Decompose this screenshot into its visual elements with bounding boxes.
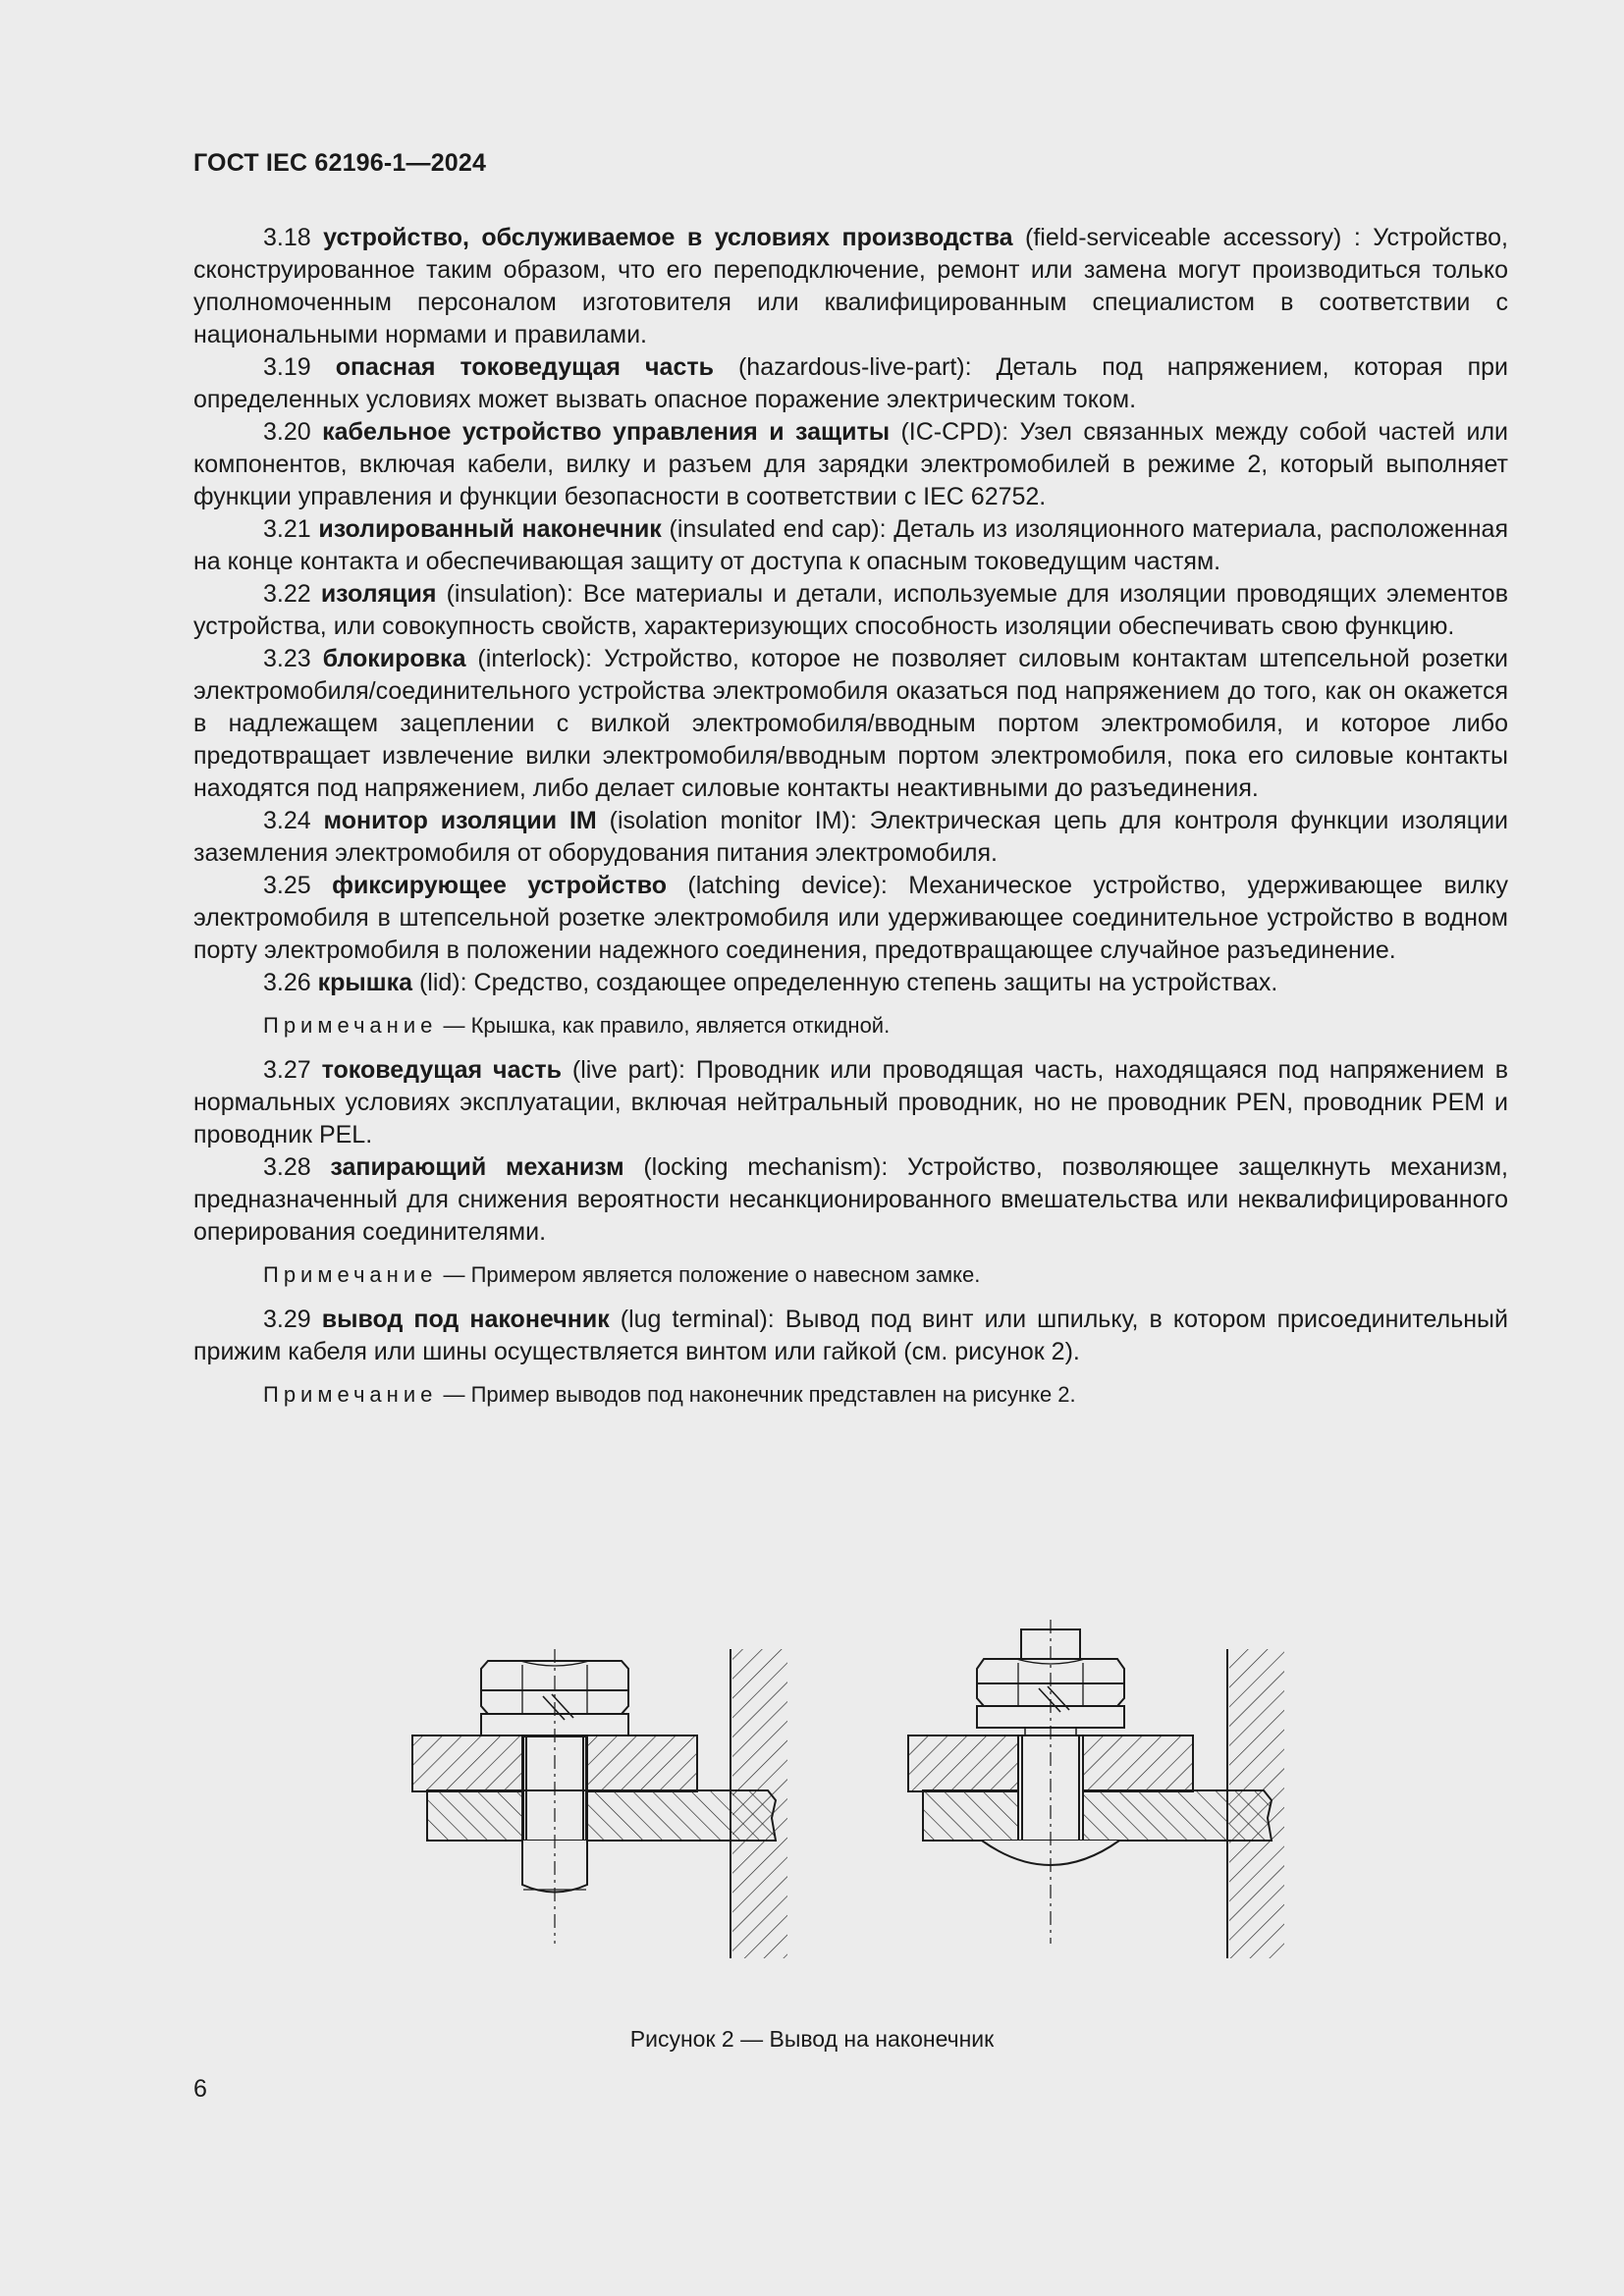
term-title: крышка <box>317 969 413 996</box>
note-label: Примечание <box>263 1013 438 1038</box>
term-number: 3.21 <box>263 515 311 543</box>
term-3-26 <box>193 967 1508 999</box>
note-3-29 <box>193 1380 1508 1410</box>
term-title: кабельное устройство управления и защиты <box>322 418 891 446</box>
term-number: 3.27 <box>263 1056 311 1084</box>
term-title: вывод под наконечник <box>321 1306 610 1333</box>
term-definition: (lid): Средство, создающее определенную степень защиты на устройствах. <box>412 969 1278 996</box>
term-title: изолированный наконечник <box>318 515 662 543</box>
term-definition: (locking mechanism): Устройство, позволяющее защелкнуть механизм, предназначенный для снижения вероятности несанкционированного вмешательства или неквалифицированного оперирования соединителями. <box>193 1153 1508 1246</box>
lug-terminal-drawing <box>383 1620 1326 1973</box>
term-title: блокировка <box>322 645 466 672</box>
term-definition: (isolation monitor IM): Электрическая цепь для контроля функции изоляции заземления электромобиля от оборудования питания электромобиля. <box>193 807 1509 867</box>
term-definition: (IC-CPD): Узел связанных между собой частей или компонентов, включая кабели, вилку и разъем для зарядки электромобилей в режиме 2, который выполняет функции управления и функции безопасности в соответствии с IEC 62752. <box>193 418 1509 510</box>
term-3-21 <box>193 513 1508 578</box>
term-3-25 <box>193 870 1508 967</box>
term-3-29 <box>193 1304 1508 1368</box>
term-title: монитор изоляции IM <box>323 807 597 834</box>
term-title: изоляция <box>320 580 437 608</box>
term-number: 3.18 <box>263 224 311 251</box>
figure-lug-terminal <box>383 1620 1326 1973</box>
note-text: — Пример выводов под наконечник представлен на рисунке 2. <box>437 1382 1076 1407</box>
note-text: — Крышка, как правило, является откидной. <box>437 1013 891 1038</box>
term-3-24 <box>193 805 1508 870</box>
term-3-19 <box>193 351 1508 416</box>
term-definition: (latching device): Механическое устройство, удерживающее вилку электромобиля в штепсельной розетке электромобиля или удерживающее соединительное устройство в водном порту электромобиля в положении надежного соединения, предотвращающее случайное разъединение. <box>193 872 1508 964</box>
term-3-20 <box>193 416 1508 513</box>
term-definition: (insulated end cap): Деталь из изоляционного материала, расположенная на конце контакта и обеспечивающая защиту от доступа к опасным токоведущим частям. <box>193 515 1508 575</box>
term-number: 3.23 <box>263 645 311 672</box>
term-number: 3.20 <box>263 418 311 446</box>
note-3-28 <box>193 1260 1508 1290</box>
term-3-27 <box>193 1054 1508 1151</box>
term-definition: (field-serviceable accessory) : Устройство, сконструированное таким образом, что его переподключение, ремонт или замена могут производиться только уполномоченным персоналом изготовителя или квалифицированным специалистом в соответствии с национальными нормами и правилами. <box>193 224 1508 348</box>
term-3-18 <box>193 222 1508 351</box>
term-title: токоведущая часть <box>321 1056 562 1084</box>
note-label: Примечание <box>263 1382 438 1407</box>
term-definition: (live part): Проводник или проводящая часть, находящаяся под напряжением в нормальных условиях эксплуатации, включая нейтральный проводник, но не проводник PEN, проводник PEM и проводник PEL. <box>193 1056 1509 1148</box>
document-header: ГОСТ IEC 62196-1—2024 <box>193 149 487 177</box>
term-definition: (insulation): Все материалы и детали, используемые для изоляции проводящих элементов устройства, или совокупность свойств, характеризующих способность изоляции обеспечивать свою функцию. <box>193 580 1508 640</box>
term-number: 3.24 <box>263 807 311 834</box>
note-3-26 <box>193 1011 1508 1041</box>
term-number: 3.25 <box>263 872 311 899</box>
term-number: 3.22 <box>263 580 311 608</box>
term-number: 3.28 <box>263 1153 311 1181</box>
page-number: 6 <box>193 2075 207 2103</box>
term-title: фиксирующее устройство <box>332 872 668 899</box>
note-text: — Примером является положение о навесном замке. <box>437 1262 981 1287</box>
term-definition: (interlock): Устройство, которое не позволяет силовым контактам штепсельной розетки электромобиля/соединительного устройства электромобиля оказаться под напряжением до того, как он окажется в надлежащем зацеплении с вилкой электромобиля/вводным портом электромобиля, и которое либо предотвращает извлечение вилки электромобиля/вводным портом электромобиля, пока его силовые контакты находятся под напряжением, либо делает силовые контакты неактивными до разъединения. <box>193 645 1508 802</box>
term-title: устройство, обслуживаемое в условиях производства <box>323 224 1013 251</box>
term-definition: (lug terminal): Вывод под винт или шпильку, в котором присоединительный прижим кабеля или шины осуществляется винтом или гайкой (см. рисунок 2). <box>193 1306 1508 1365</box>
bolt-terminal-left <box>412 1649 787 1958</box>
term-title: запирающий механизм <box>330 1153 624 1181</box>
term-definition: (hazardous-live-part): Деталь под напряжением, которая при определенных условиях может вызвать опасное поражение электрическим током. <box>193 353 1509 413</box>
terms-section <box>193 222 1508 1423</box>
term-3-28 <box>193 1151 1508 1249</box>
term-number: 3.29 <box>263 1306 311 1333</box>
note-label: Примечание <box>263 1262 438 1287</box>
term-title: опасная токоведущая часть <box>335 353 714 381</box>
term-3-23 <box>193 643 1508 805</box>
stud-terminal-right <box>908 1620 1284 1958</box>
term-3-22 <box>193 578 1508 643</box>
term-number: 3.19 <box>263 353 311 381</box>
figure-caption: Рисунок 2 — Вывод на наконечник <box>629 2026 995 2052</box>
term-number: 3.26 <box>263 969 311 996</box>
